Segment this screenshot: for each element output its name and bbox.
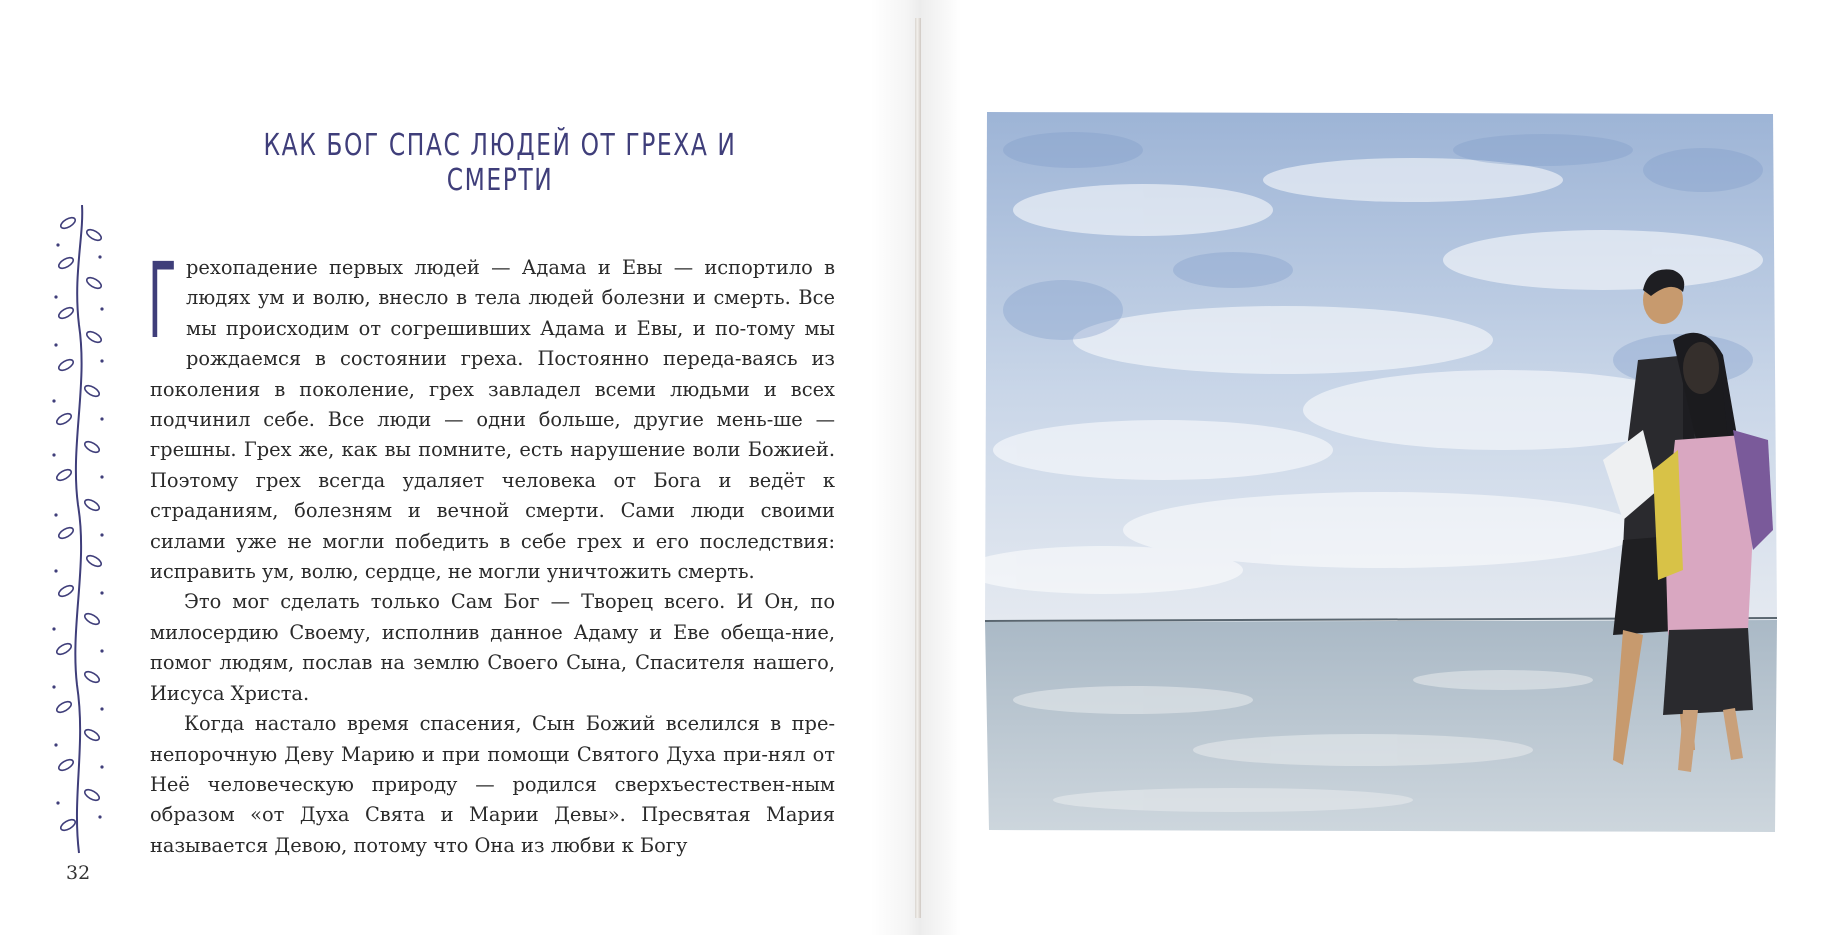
illustration-adam-eve xyxy=(983,110,1779,835)
page-number: 32 xyxy=(66,862,91,884)
vine-ornament-icon xyxy=(44,205,114,855)
paragraph-3: Когда настало время спасения, Сын Божий вселился в пре-непорочную Деву Марию и при помощи Святого Духа при-нял от Неё человеческую природу — родился сверхъестествен-ным образом «от Духа Свята и Марии Девы». Пресвятая Мария называется Девою, потому что Она из любви к Богу xyxy=(150,712,835,857)
paragraph-1-text: рехопадение первых людей — Адама и Евы — испортило в людях ум и волю, внесло в тела людей болезни и смерть. Все мы происходим от согрешивших Адама и Евы, и по-тому мы рождаемся в состоянии греха. Постоянно переда-ваясь из поколения в поколение, грех завладел всеми людьми и всех подчинил себе. Все люди — одни больше, другие мень-ше — грешны. Грех же, как вы помните, есть нарушение воли Божией. Поэтому грех всегда удаляет человека от Бога и ведёт к страданиям, болезням и вечной смерти. Сами люди своими силами уже не могли победить в себе грех и его последствия: исправить ум, волю, сердце, не могли уничтожить смерть. xyxy=(150,256,835,584)
right-gutter-shade xyxy=(921,0,961,935)
body-text xyxy=(148,240,835,861)
chapter-title: КАК БОГ СПАС ЛЮДЕЙ ОТ ГРЕХА И СМЕРТИ xyxy=(263,128,737,198)
paragraph-2: Это мог сделать только Сам Бог — Творец всего. И Он, по милосердию Своему, исполнив данное Адаму и Еве обеща-ние, помог людям, послав на землю Своего Сына, Спасителя нашего, Иисуса Христа. xyxy=(150,590,835,705)
drop-cap: Г xyxy=(148,240,177,362)
right-page xyxy=(921,0,1829,935)
paragraph-1 xyxy=(148,240,835,587)
